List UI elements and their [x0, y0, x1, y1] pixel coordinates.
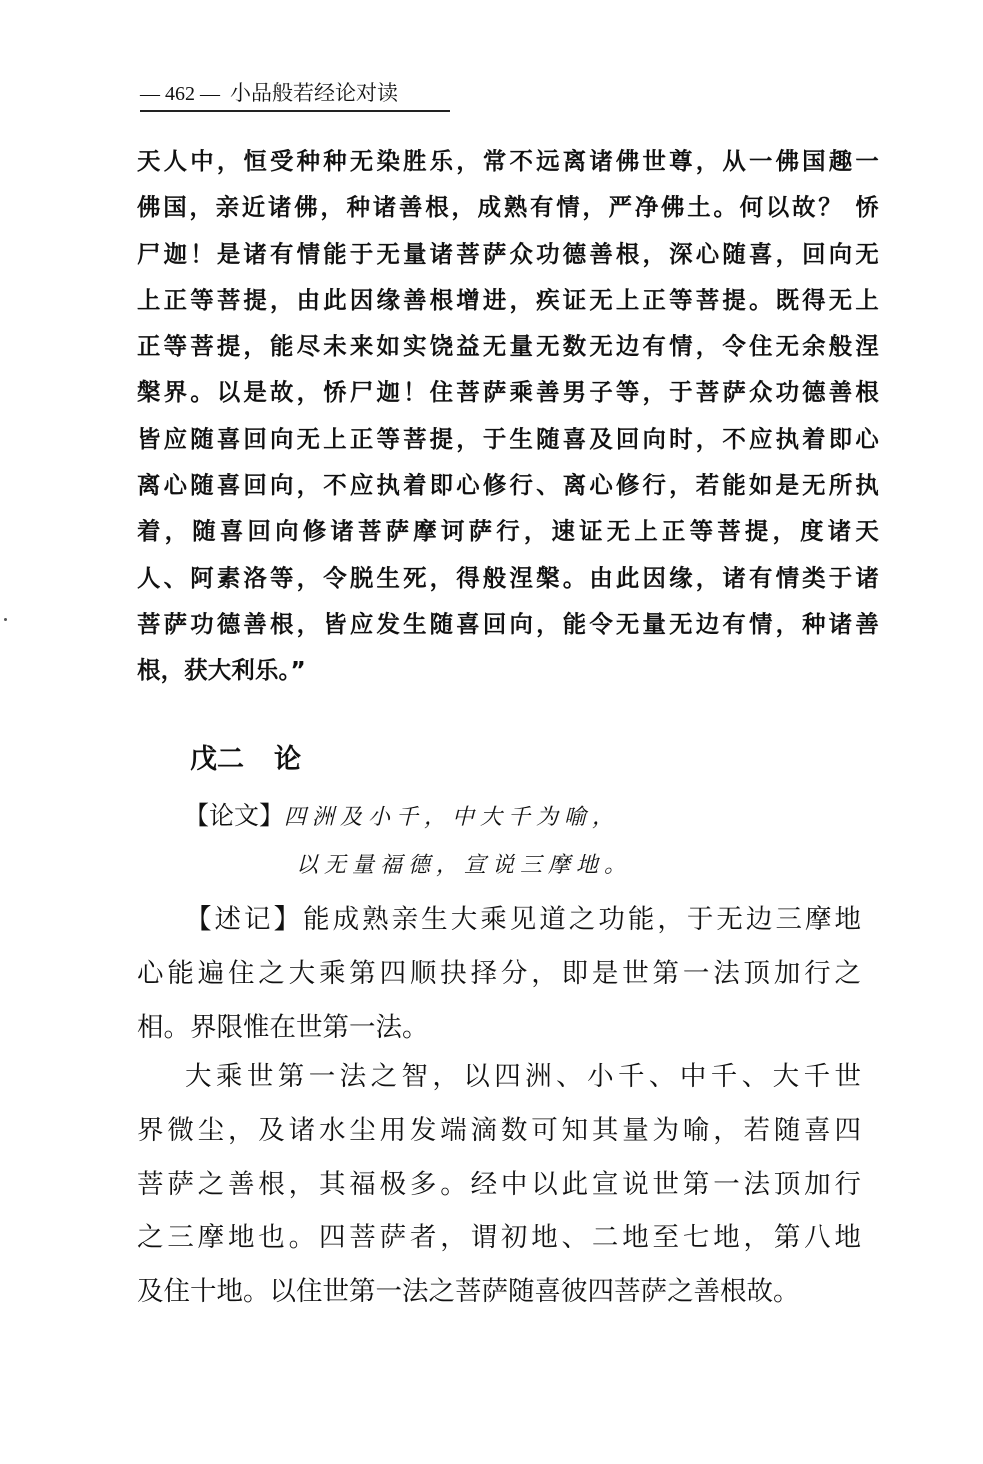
verse-label: 【论文】 — [184, 801, 285, 830]
quote-line: 槃界。以是故，㤭尸迦！住菩萨乘善男子等，于菩萨众功德善根 — [137, 378, 879, 407]
verse-text: 四洲及小千，中大千为喻， — [284, 805, 621, 830]
verse-line-1 — [184, 798, 620, 836]
verse-text: 以无量福德，宣说三摩地。 — [296, 853, 633, 878]
commentary-line: 界微尘，及诸水尘用发端滴数可知其量为喻，若随喜四 — [137, 1114, 861, 1146]
commentary-line: 心能遍住之大乘第四顺抉择分，即是世第一法顶加行之 — [137, 957, 861, 989]
commentary-line: 之三摩地也。四菩萨者，谓初地、二地至七地，第八地 — [137, 1222, 861, 1254]
commentary-line: 及住十地。以住世第一法之菩萨随喜彼四菩萨之善根故。 — [137, 1276, 800, 1308]
scan-speck — [4, 618, 7, 621]
quote-line: 着，随喜回向修诸菩萨摩诃萨行，速证无上正等菩提，度诸天 — [137, 517, 879, 546]
book-title: 小品般若经论对读 — [230, 81, 398, 105]
verse-line-2 — [296, 848, 632, 884]
quote-line: 佛国，亲近诸佛，种诸善根，成熟有情，严净佛土。何以故？ 㤭 — [137, 193, 879, 222]
commentary-paragraph-2 — [137, 1050, 861, 1319]
quote-line: 上正等菩提，由此因缘善根增进，疾证无上正等菩提。既得无上 — [137, 285, 879, 314]
section-heading — [190, 740, 301, 780]
sutra-quote — [137, 138, 879, 694]
quote-line: 尸迦！是诸有情能于无量诸菩萨众功德善根，深心随喜，回向无 — [137, 239, 879, 268]
section-number: 戊二 — [190, 744, 244, 775]
commentary-line: 【述记】能成熟亲生大乘见道之功能，于无边三摩地 — [185, 904, 861, 935]
commentary-line: 相。界限惟在世第一法。 — [137, 1011, 429, 1043]
commentary-line: 菩萨之善根，其福极多。经中以此宣说世第一法顶加行 — [137, 1168, 861, 1200]
running-header — [140, 76, 450, 112]
commentary-line: 大乘世第一法之智，以四洲、小千、中千、大千世 — [185, 1061, 861, 1092]
quote-line: 根，获大利乐。” — [137, 656, 307, 685]
quote-line: 人、阿素洛等，令脱生死，得般涅槃。由此因缘，诸有情类于诸 — [137, 563, 879, 592]
page-number: — 462 — — [140, 83, 220, 105]
quote-line: 菩萨功德善根，皆应发生随喜回向，能令无量无边有情，种诸善 — [137, 609, 879, 638]
quote-line: 天人中，恒受种种无染胜乐，常不远离诸佛世尊，从一佛国趣一 — [137, 147, 879, 175]
commentary-paragraph-1 — [137, 893, 861, 1054]
quote-line: 离心随喜回向，不应执着即心修行、离心修行，若能如是无所执 — [137, 471, 879, 500]
quote-line: 正等菩提，能尽未来如实饶益无量无数无边有情，令住无余般涅 — [137, 332, 879, 361]
section-title: 论 — [274, 744, 301, 775]
quote-line: 皆应随喜回向无上正等菩提，于生随喜及回向时，不应执着即心 — [137, 424, 879, 453]
